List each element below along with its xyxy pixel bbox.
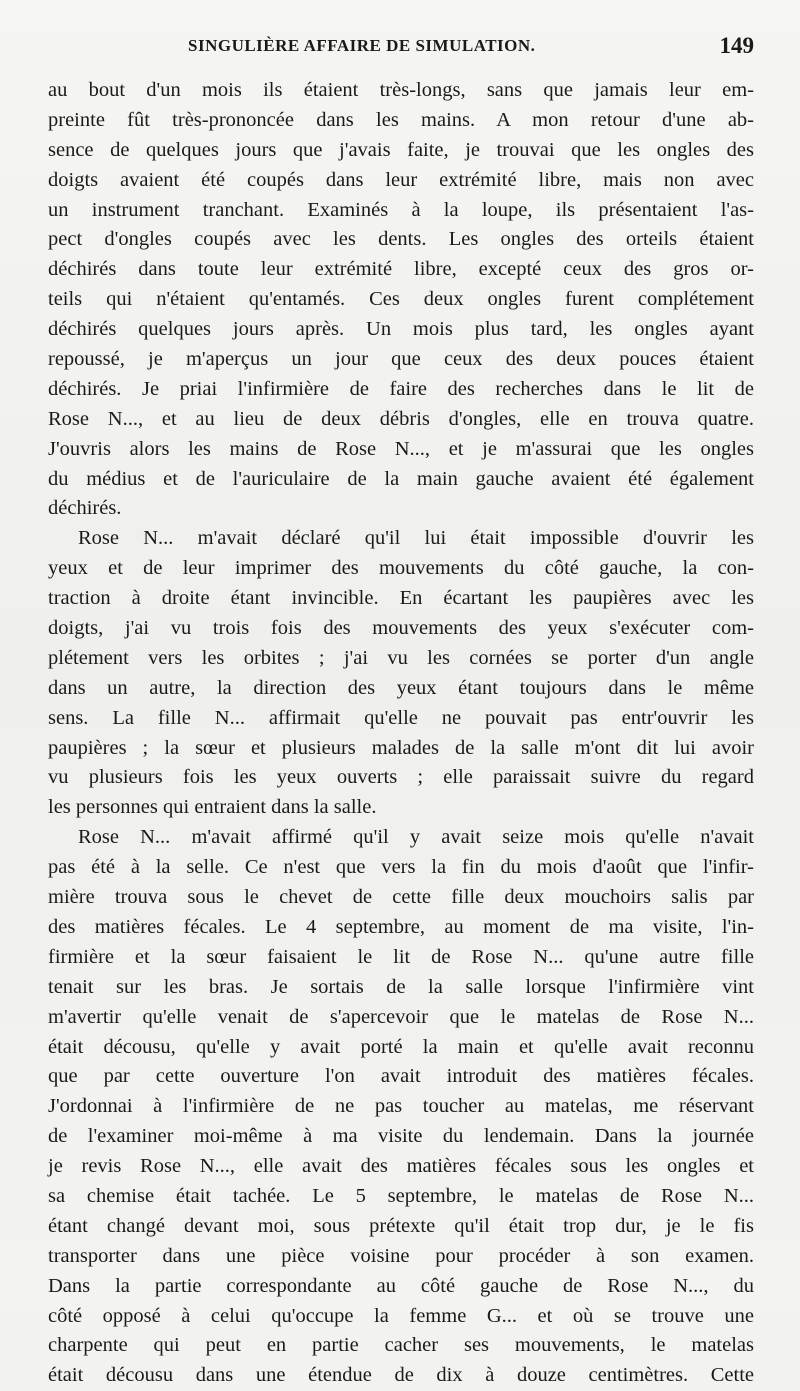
text-line: de l'examiner moi-même à ma visite du lendemain. Dans la journée bbox=[48, 1125, 754, 1148]
text-line: un instrument tranchant. Examinés à la loupe, ils présentaient l'as- bbox=[48, 198, 754, 221]
text-line: déchirés dans toute leur extrémité libre, excepté ceux des gros or- bbox=[48, 258, 754, 281]
text-line: déchirés. bbox=[48, 497, 122, 520]
text-line: doigts, j'ai vu trois fois des mouvements des yeux s'exécuter com- bbox=[48, 617, 754, 640]
text-line: vu plusieurs fois les yeux ouverts ; elle paraissait suivre du regard bbox=[48, 766, 754, 789]
text-line: Rose N... m'avait déclaré qu'il lui était impossible d'ouvrir les bbox=[78, 527, 754, 550]
text-line: J'ordonnai à l'infirmière de ne pas toucher au matelas, me réservant bbox=[48, 1095, 754, 1118]
text-line: teils qui n'étaient qu'entamés. Ces deux ongles furent complétement bbox=[48, 288, 754, 311]
text-line: que par cette ouverture l'on avait introduit des matières fécales. bbox=[48, 1065, 754, 1088]
text-line: déchirés quelques jours après. Un mois plus tard, les ongles ayant bbox=[48, 318, 754, 341]
text-line: mière trouva sous le chevet de cette fille deux mouchoirs salis par bbox=[48, 886, 754, 909]
text-line: était décousu dans une étendue de dix à douze centimètres. Cette bbox=[48, 1364, 754, 1387]
text-line: firmière et la sœur faisaient le lit de Rose N... qu'une autre fille bbox=[48, 945, 754, 968]
text-line: plétement vers les orbites ; j'ai vu les cornées se porter d'un angle bbox=[48, 646, 754, 669]
text-line: traction à droite étant invincible. En écartant les paupières avec les bbox=[48, 587, 754, 610]
text-line: côté opposé à celui qu'occupe la femme G... et où se trouve une bbox=[48, 1304, 754, 1327]
text-line: J'ouvris alors les mains de Rose N..., et je m'assurai que les ongles bbox=[48, 437, 754, 460]
text-line: des matières fécales. Le 4 septembre, au moment de ma visite, l'in- bbox=[48, 915, 754, 938]
body-text bbox=[48, 76, 754, 1391]
text-line: sens. La fille N... affirmait qu'elle ne pouvait pas entr'ouvrir les bbox=[48, 706, 754, 729]
text-line: sence de quelques jours que j'avais faite, je trouvai que les ongles des bbox=[48, 138, 754, 161]
text-line: Dans la partie correspondante au côté gauche de Rose N..., du bbox=[48, 1274, 754, 1297]
text-line: pect d'ongles coupés avec les dents. Les ongles des orteils étaient bbox=[48, 228, 754, 251]
text-line: je revis Rose N..., elle avait des matières fécales sous les ongles et bbox=[48, 1155, 754, 1178]
text-line: sa chemise était tachée. Le 5 septembre, le matelas de Rose N... bbox=[48, 1184, 754, 1207]
text-line: tenait sur les bras. Je sortais de la salle lorsque l'infirmière vint bbox=[48, 975, 754, 998]
text-line: déchirés. Je priai l'infirmière de faire des recherches dans le lit de bbox=[48, 377, 754, 400]
text-line: charpente qui peut en partie cacher ses mouvements, le matelas bbox=[48, 1334, 754, 1357]
text-line: au bout d'un mois ils étaient très-longs, sans que jamais leur em- bbox=[48, 79, 754, 101]
text-line: pas été à la selle. Ce n'est que vers la fin du mois d'août que l'infir- bbox=[48, 856, 754, 879]
text-line: paupières ; la sœur et plusieurs malades de la salle m'ont dit lui avoir bbox=[48, 736, 754, 759]
text-line: Rose N... m'avait affirmé qu'il y avait seize mois qu'elle n'avait bbox=[78, 826, 754, 849]
text-line: m'avertir qu'elle venait de s'apercevoir que le matelas de Rose N... bbox=[48, 1005, 754, 1028]
running-head bbox=[48, 33, 754, 62]
text-line: Rose N..., et au lieu de deux débris d'ongles, elle en trouva quatre. bbox=[48, 407, 754, 430]
text-line: repoussé, je m'aperçus un jour que ceux des deux pouces étaient bbox=[48, 348, 754, 371]
text-line: du médius et de l'auriculaire de la main gauche avaient été également bbox=[48, 467, 754, 490]
text-line: yeux et de leur imprimer des mouvements du côté gauche, la con- bbox=[48, 557, 754, 580]
text-line: les personnes qui entraient dans la salle. bbox=[48, 796, 377, 819]
text-line: transporter dans une pièce voisine pour procéder à son examen. bbox=[48, 1244, 754, 1267]
text-line: dans un autre, la direction des yeux étant toujours dans le même bbox=[48, 676, 754, 699]
text-line: était décousu, qu'elle y avait porté la main et qu'elle avait reconnu bbox=[48, 1035, 754, 1058]
text-line: étant changé devant moi, sous prétexte qu'il était trop dur, je le fis bbox=[48, 1214, 754, 1237]
text-line: preinte fût très-prononcée dans les mains. A mon retour d'une ab- bbox=[48, 108, 754, 131]
page-number: 149 bbox=[719, 33, 754, 58]
text-line: doigts avaient été coupés dans leur extrémité libre, mais non avec bbox=[48, 168, 754, 191]
running-title: SINGULIÈRE AFFAIRE DE SIMULATION. bbox=[188, 36, 536, 55]
